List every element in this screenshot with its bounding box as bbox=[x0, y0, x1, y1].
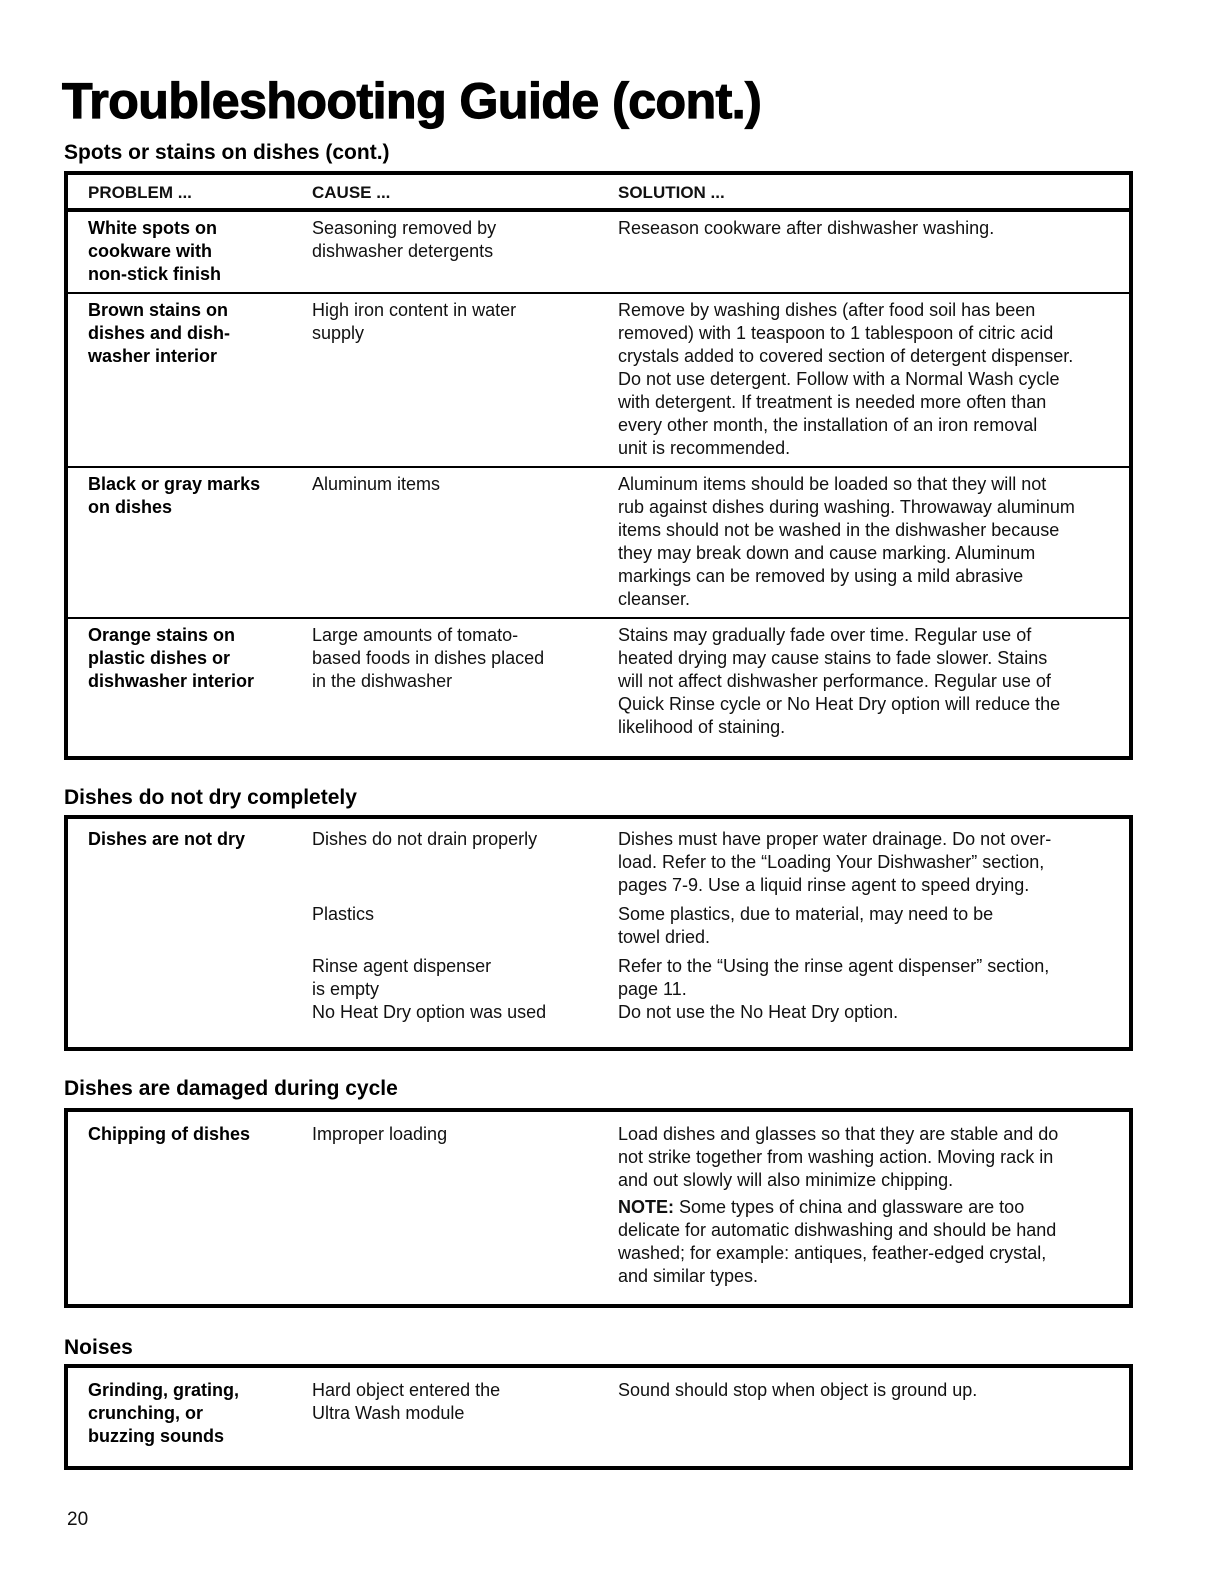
problem-cell: Brown stains on dishes and dish- washer interior bbox=[88, 300, 231, 366]
solution-cell: Dishes must have proper water drainage. Do not over- load. Refer to the “Loading Your Dishwasher” section, pages 7-9. Use a liquid rinse agent to speed drying. bbox=[618, 829, 1052, 895]
solution-cell: Some plastics, due to material, may need to be towel dried. bbox=[618, 904, 994, 947]
solution-text: Load dishes and glasses so that they are stable and do not strike together from washing action. Moving rack in and out slowly will also minimize chipping. bbox=[618, 1124, 1059, 1190]
cause-cell: No Heat Dry option was used bbox=[312, 1002, 547, 1022]
solution-cell: Refer to the “Using the rinse agent dispenser” section, page 11. bbox=[618, 956, 1050, 999]
page-title: Troubleshooting Guide (cont.) bbox=[62, 73, 762, 129]
note-body: Some types of china and glassware are too delicate for automatic dishwashing and should be hand washed; for example: antiques, feather-edged crystal, and similar types. bbox=[618, 1197, 1057, 1286]
cause-cell: Seasoning removed by dishwasher detergents bbox=[312, 218, 497, 261]
problem-cell: Orange stains on plastic dishes or dishwasher interior bbox=[88, 625, 255, 691]
cause-cell: Rinse agent dispenser is empty bbox=[312, 956, 492, 999]
section-heading-noises: Noises bbox=[64, 1336, 133, 1359]
section-heading-damaged: Dishes are damaged during cycle bbox=[64, 1077, 398, 1100]
table-row bbox=[68, 1368, 1129, 1454]
problem-cell: Grinding, grating, crunching, or buzzing sounds bbox=[88, 1380, 239, 1446]
solution-cell: Sound should stop when object is ground up. bbox=[618, 1380, 978, 1400]
note-label: NOTE: bbox=[618, 1197, 674, 1217]
solution-cell: Do not use the No Heat Dry option. bbox=[618, 1002, 899, 1022]
solution-cell: Reseason cookware after dishwasher washing. bbox=[618, 218, 995, 238]
problem-cell: Black or gray marks on dishes bbox=[88, 474, 261, 517]
noises-table bbox=[64, 1364, 1133, 1470]
cause-cell: Large amounts of tomato- based foods in dishes placed in the dishwasher bbox=[312, 625, 545, 691]
dry-table bbox=[64, 815, 1133, 1051]
damaged-table bbox=[64, 1108, 1133, 1308]
solution-cell: Remove by washing dishes (after food soil has been removed) with 1 teaspoon to 1 tablespoon of citric acid crystals added to covered section of detergent dispenser. Do not use detergent. Follow with a Normal Wash cycle with detergent. If treatment is needed more often than every other month, the installation of an iron removal unit is recommended. bbox=[618, 300, 1074, 458]
table-row bbox=[68, 210, 1129, 292]
table-header-row bbox=[68, 175, 1129, 210]
problem-cell: Chipping of dishes bbox=[88, 1124, 250, 1144]
table-row bbox=[68, 617, 1129, 745]
header-cause: CAUSE ... bbox=[312, 183, 391, 202]
cause-cell: Hard object entered the Ultra Wash module bbox=[312, 1380, 501, 1423]
cause-cell: Plastics bbox=[312, 904, 375, 924]
cause-cell: Dishes do not drain properly bbox=[312, 829, 538, 849]
table-row bbox=[68, 819, 1129, 1030]
table-row bbox=[68, 1112, 1129, 1294]
problem-cell: Dishes are not dry bbox=[88, 829, 246, 849]
table-row bbox=[68, 466, 1129, 617]
header-solution: SOLUTION ... bbox=[618, 183, 725, 202]
solution-cell: Aluminum items should be loaded so that they will not rub against dishes during washing. Throwaway aluminum items should not be washed in the dishwasher because they may break down and cause marking. Aluminum markings can be removed by using a mild abrasive cleanser. bbox=[618, 474, 1075, 609]
solution-cell: Stains may gradually fade over time. Regular use of heated drying may cause stains to fade slower. Stains will not affect dishwasher performance. Regular use of Quick Rinse cycle or No Heat Dry option will reduce the likelihood of staining. bbox=[618, 625, 1061, 737]
problem-cell: White spots on cookware with non-stick finish bbox=[88, 218, 222, 284]
section-heading-dry: Dishes do not dry completely bbox=[64, 786, 357, 809]
cause-cell: High iron content in water supply bbox=[312, 300, 517, 343]
section-heading-spots: Spots or stains on dishes (cont.) bbox=[64, 141, 390, 164]
spots-table bbox=[64, 171, 1133, 760]
table-row bbox=[68, 292, 1129, 466]
cause-cell: Aluminum items bbox=[312, 474, 441, 494]
note-text bbox=[618, 1196, 1121, 1288]
page-number: 20 bbox=[67, 1509, 89, 1530]
cause-cell: Improper loading bbox=[312, 1124, 448, 1144]
solution-cell bbox=[618, 1123, 1121, 1288]
header-problem: PROBLEM ... bbox=[88, 183, 192, 202]
